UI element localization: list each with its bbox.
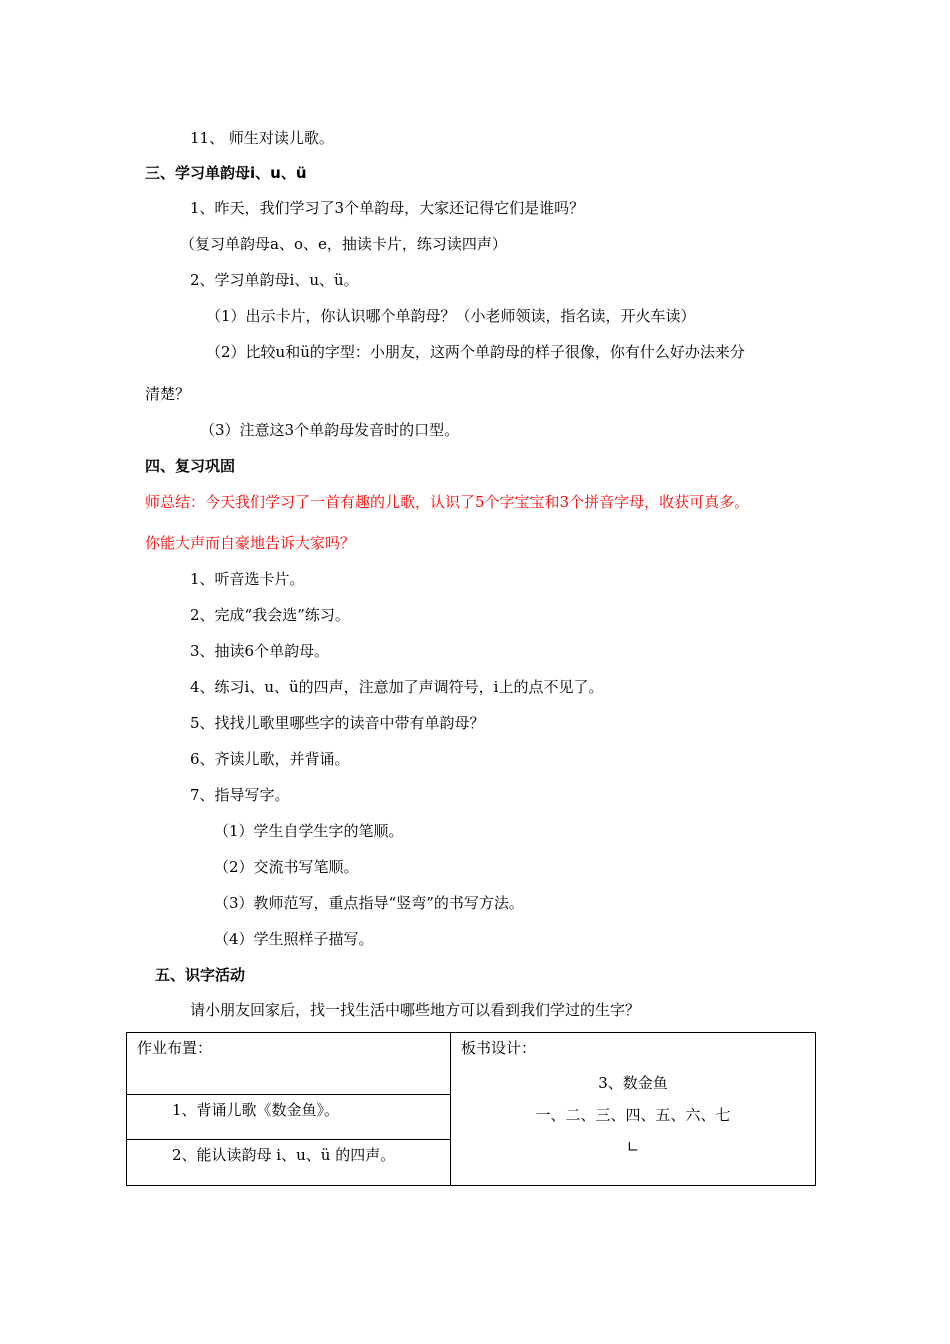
board-design-cell	[451, 1033, 816, 1186]
step-3-2-2: （2）比较u和ü的字型：小朋友，这两个单韵母的样子很像，你有什么好办法来分	[206, 343, 745, 361]
activity-text: 请小朋友回家后，找一找生活中哪些地方可以看到我们学过的生字？	[190, 1001, 641, 1019]
homework-item-2: 2、能认读韵母 i、u、ü 的四声。	[172, 1146, 396, 1164]
review-6: 6、齐读儿歌，并背诵。	[190, 750, 350, 768]
step-3-2-1: （1）出示卡片，你认识哪个单韵母？（小老师领读，指名读，开火车读）	[206, 307, 696, 325]
step-3-1: 1、昨天，我们学习了3个单韵母，大家还记得它们是谁吗？	[190, 199, 585, 217]
section-heading-5: 五、识字活动	[155, 966, 246, 984]
board-content	[451, 1073, 815, 1157]
step-3-1-note: （复习单韵母a、o、e，抽读卡片，练习读四声）	[180, 235, 507, 253]
review-2: 2、完成“我会选”练习。	[190, 606, 350, 624]
homework-board-table	[126, 1032, 816, 1186]
review-4: 4、练习i、u、ü的四声，注意加了声调符号，i上的点不见了。	[190, 678, 604, 696]
review-7-3: （3）教师范写，重点指导“竖弯”的书写方法。	[214, 894, 524, 912]
section-heading-4: 四、复习巩固	[145, 457, 236, 475]
review-1: 1、听音选卡片。	[190, 570, 305, 588]
teacher-summary-cont: 你能大声而自豪地告诉大家吗？	[145, 534, 356, 552]
board-title: 板书设计：	[461, 1039, 537, 1057]
teacher-summary: 师总结：今天我们学习了一首有趣的儿歌，认识了5个字宝宝和3个拼音字母，收获可真多。	[145, 493, 750, 511]
homework-item-1: 1、背诵儿歌《数金鱼》。	[172, 1101, 340, 1119]
section-heading-3: 三、学习单韵母i、u、ü	[145, 164, 307, 182]
homework-title: 作业布置：	[137, 1039, 213, 1057]
step-3-2-3: （3）注意这3个单韵母发音时的口型。	[200, 421, 460, 439]
step-3-2-2-cont: 清楚？	[145, 385, 191, 403]
review-3: 3、抽读6个单韵母。	[190, 642, 330, 660]
step-3-2: 2、学习单韵母i、u、ü。	[190, 271, 359, 289]
homework-item-1-cell	[127, 1095, 451, 1140]
homework-item-2-cell	[127, 1140, 451, 1186]
board-lesson-title: 3、数金鱼	[598, 1074, 668, 1092]
review-7-4: （4）学生照样子描写。	[214, 930, 374, 948]
review-7-1: （1）学生自学生字的笔顺。	[214, 822, 404, 840]
board-numbers: 一、二、三、四、五、六、七	[535, 1106, 731, 1124]
review-7-2: （2）交流书写笔顺。	[214, 858, 359, 876]
step-11: 11、 师生对读儿歌。	[190, 129, 334, 147]
review-5: 5、找找儿歌里哪些字的读音中带有单韵母？	[190, 714, 485, 732]
review-7: 7、指导写字。	[190, 786, 290, 804]
board-stroke-glyph: ∟	[626, 1138, 640, 1156]
homework-title-cell	[127, 1033, 451, 1095]
